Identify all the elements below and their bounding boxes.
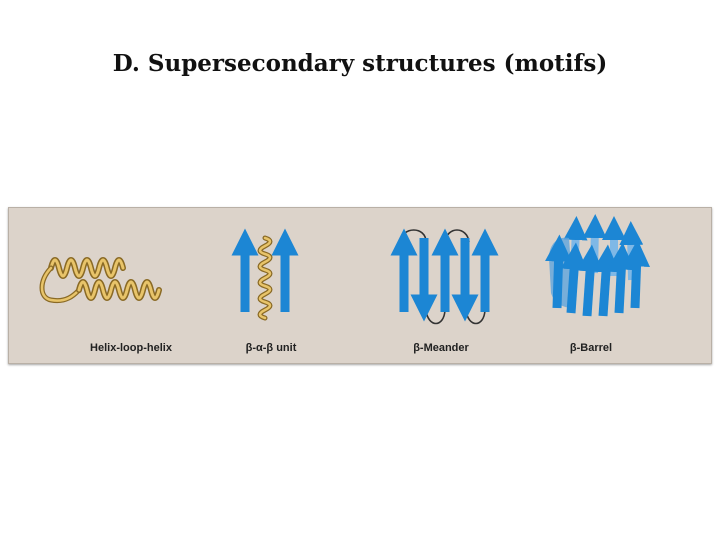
- motif-label-helix-loop-helix: Helix-loop-helix: [90, 342, 172, 354]
- slide-title: D. Supersecondary structures (motifs): [112, 50, 608, 77]
- motif-label-beta-meander: β-Meander: [413, 342, 469, 354]
- motif-figure-panel: [8, 207, 712, 364]
- helix-loop-helix-icon: [42, 260, 159, 301]
- beta-barrel-icon: [549, 226, 637, 316]
- beta-alpha-beta-unit-icon: [245, 238, 285, 318]
- motif-label-beta-alpha-beta-unit: β-α-β unit: [245, 342, 297, 354]
- beta-meander-icon: [400, 230, 485, 324]
- motif-label-beta-barrel: β-Barrel: [569, 342, 613, 354]
